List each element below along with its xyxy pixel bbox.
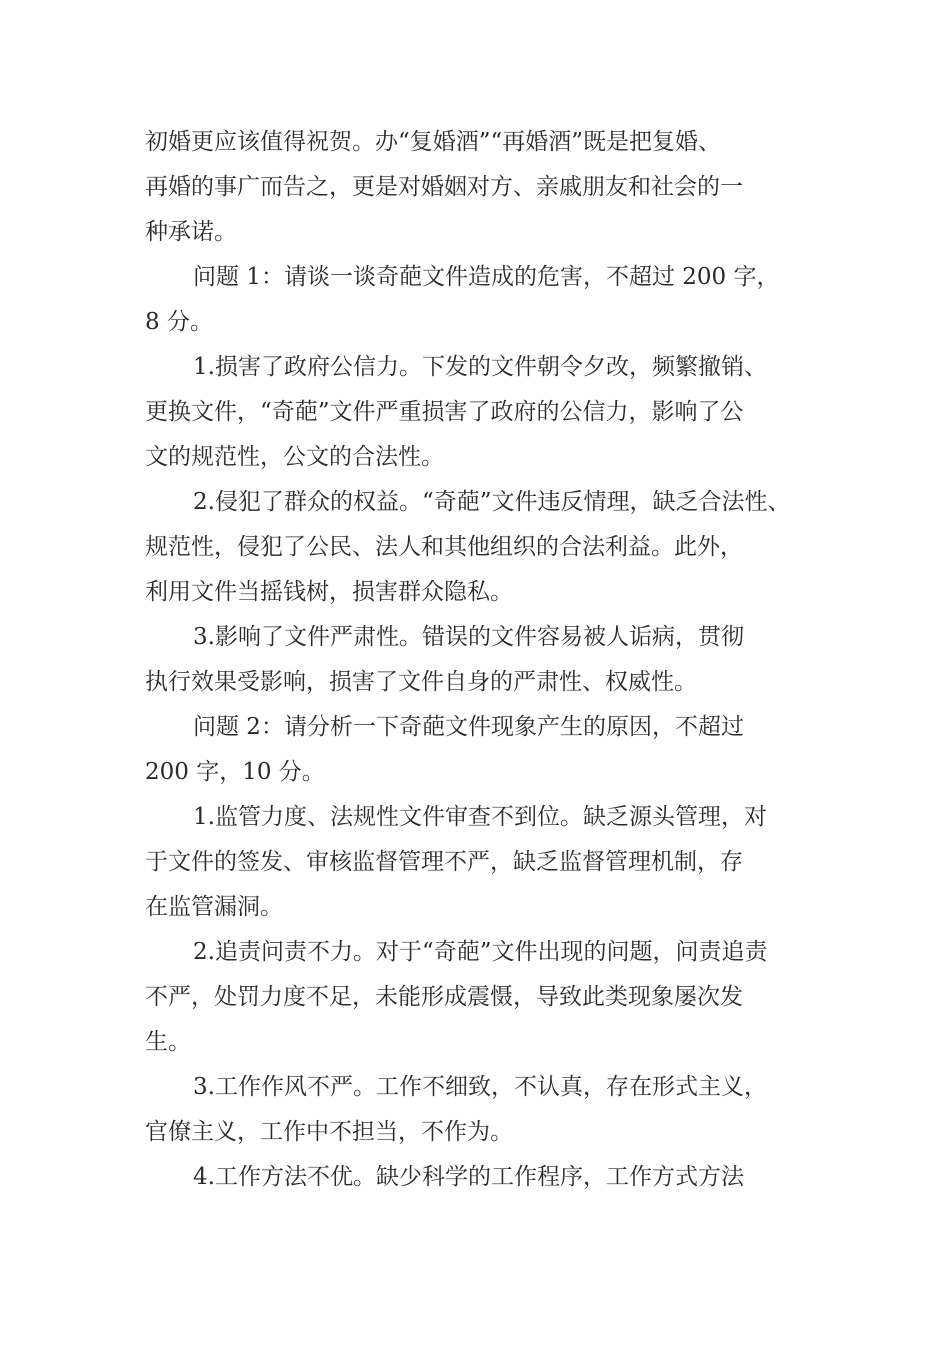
- text-line: 在监管漏洞。: [145, 894, 283, 920]
- text-line: 种承诺。: [145, 219, 237, 245]
- answer-2-point-3: [145, 1065, 810, 1155]
- text-line: 200 字，10 分。: [145, 759, 325, 785]
- text-line: 更换文件，“奇葩”文件严重损害了政府的公信力，影响了公: [145, 399, 744, 425]
- text-line: 再婚的事广而告之，更是对婚姻对方、亲戚朋友和社会的一: [145, 174, 743, 200]
- text-line: 问题 2：请分析一下奇葩文件现象产生的原因，不超过: [193, 714, 744, 740]
- text-line: 官僚主义，工作中不担当，不作为。: [145, 1119, 513, 1145]
- answer-1-point-2: [145, 480, 810, 615]
- question-1-paragraph: [145, 255, 810, 345]
- document-body: [145, 120, 810, 1200]
- text-line: 规范性，侵犯了公民、法人和其他组织的合法利益。此外，: [145, 534, 743, 560]
- text-line: 于文件的签发、审核监督管理不严，缺乏监督管理机制，存: [145, 849, 743, 875]
- text-line: 2.侵犯了群众的权益。“奇葩”文件违反情理，缺乏合法性、: [193, 489, 791, 515]
- answer-2-point-2: [145, 930, 810, 1065]
- text-line: 生。: [145, 1029, 191, 1055]
- question-2-paragraph: [145, 705, 810, 795]
- text-line: 3.工作作风不严。工作不细致，不认真，存在形式主义，: [193, 1074, 767, 1100]
- text-line: 利用文件当摇钱树，损害群众隐私。: [145, 579, 513, 605]
- text-line: 不严，处罚力度不足，未能形成震慑，导致此类现象屡次发: [145, 984, 743, 1010]
- text-line: 初婚更应该值得祝贺。办“复婚酒”“再婚酒”既是把复婚、: [145, 129, 722, 155]
- answer-1-point-1: [145, 345, 810, 480]
- answer-2-point-4: [145, 1155, 810, 1200]
- text-line: 1.损害了政府公信力。下发的文件朝令夕改，频繁撤销、: [193, 354, 767, 380]
- text-line: 文的规范性，公文的合法性。: [145, 444, 444, 470]
- text-line: 问题 1：请谈一谈奇葩文件造成的危害，不超过 200 字，: [193, 264, 780, 290]
- text-line: 8 分。: [145, 309, 213, 335]
- answer-2-point-1: [145, 795, 810, 930]
- text-line: 2.追责问责不力。对于“奇葩”文件出现的问题，问责追责: [193, 939, 768, 965]
- paragraph-continuation: [145, 120, 810, 255]
- text-line: 4.工作方法不优。缺少科学的工作程序，工作方式方法: [193, 1164, 744, 1190]
- text-line: 3.影响了文件严肃性。错误的文件容易被人诟病，贯彻: [193, 624, 744, 650]
- text-line: 1.监管力度、法规性文件审查不到位。缺乏源头管理，对: [193, 804, 767, 830]
- text-line: 执行效果受影响，损害了文件自身的严肃性、权威性。: [145, 669, 697, 695]
- answer-1-point-3: [145, 615, 810, 705]
